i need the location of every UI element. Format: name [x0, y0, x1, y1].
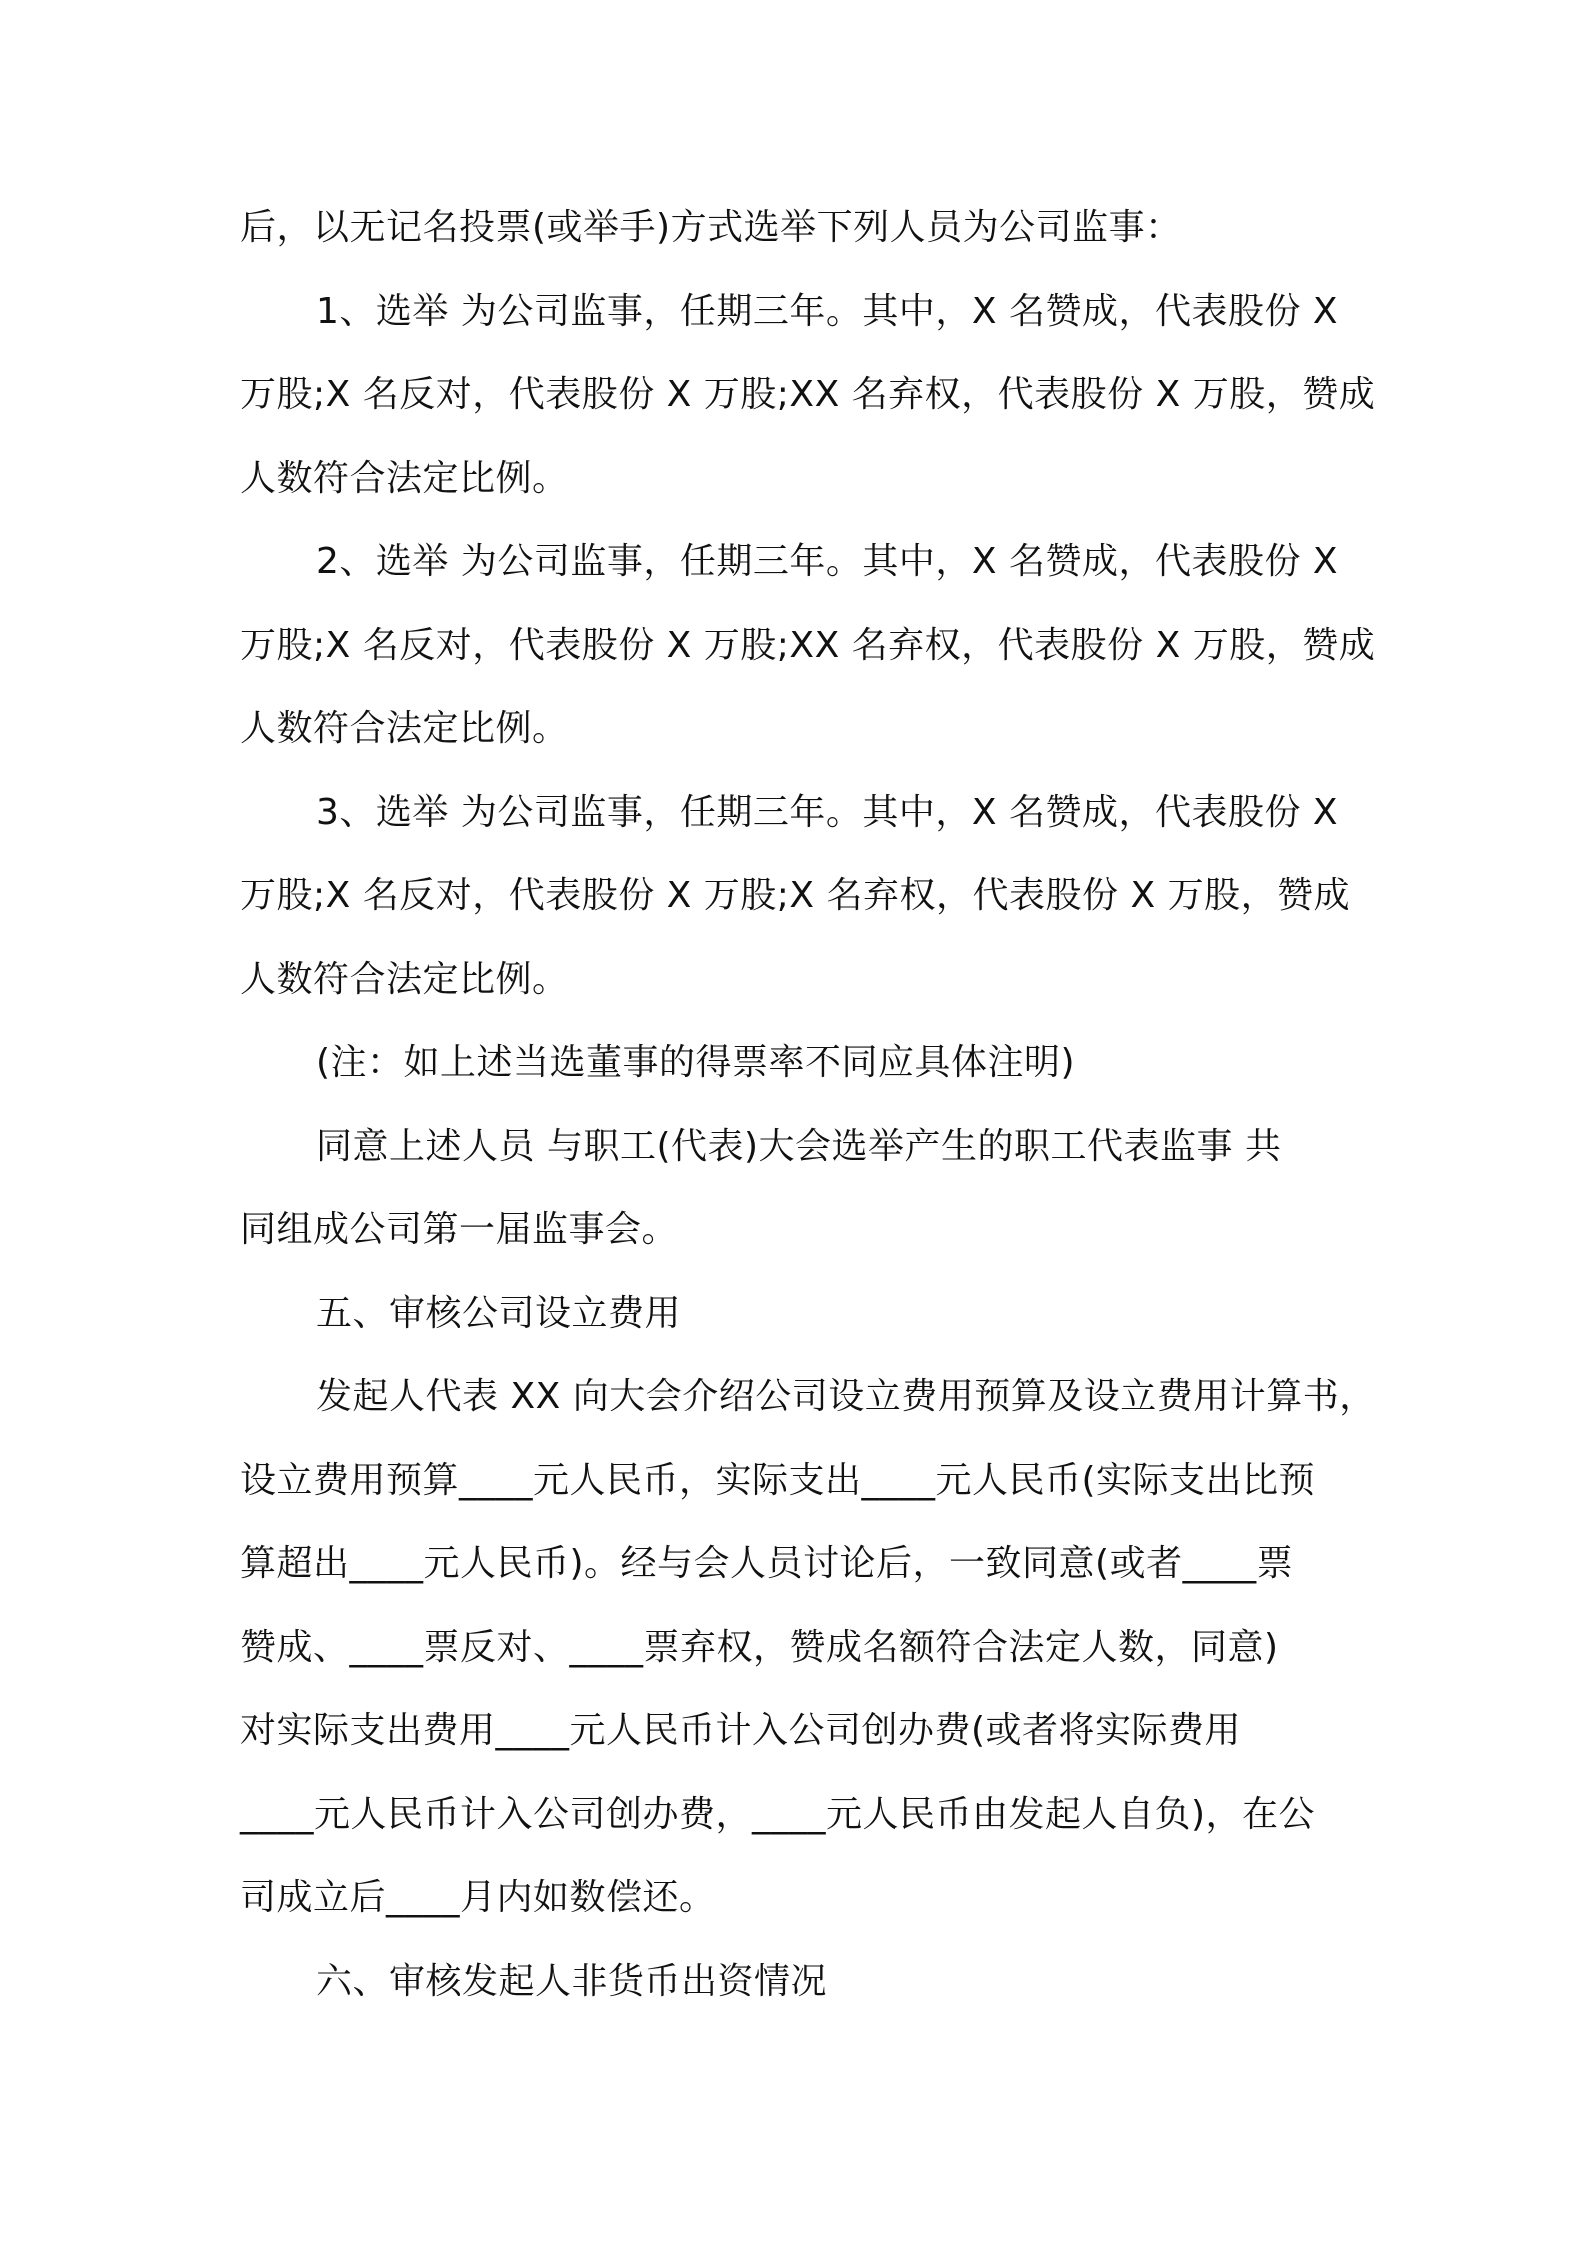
text-line: 人数符合法定比例。 [240, 458, 569, 499]
text-line: 算超出____元人民币)。经与会人员讨论后，一致同意(或者____票 [240, 1543, 1294, 1584]
text-line: 司成立后____月内如数偿还。 [240, 1877, 716, 1918]
text-line: 后，以无记名投票(或举手)方式选举下列人员为公司监事： [240, 207, 1182, 248]
text-line: (注：如上述当选董事的得票率不同应具体注明) [316, 1042, 1076, 1083]
text-line: ____元人民币计入公司创办费，____元人民币由发起人自负)，在公 [240, 1794, 1316, 1835]
text-line: 2、选举 为公司监事，任期三年。其中，X 名赞成，代表股份 X [316, 541, 1339, 582]
text-line: 3、选举 为公司监事，任期三年。其中，X 名赞成，代表股份 X [316, 792, 1339, 833]
text-line: 人数符合法定比例。 [240, 708, 569, 749]
section-heading: 五、审核公司设立费用 [316, 1293, 682, 1334]
text-line: 1、选举 为公司监事，任期三年。其中，X 名赞成，代表股份 X [316, 291, 1339, 332]
text-line: 人数符合法定比例。 [240, 959, 569, 1000]
text-line: 万股;X 名反对，代表股份 X 万股;XX 名弃权，代表股份 X 万股，赞成 [240, 374, 1376, 415]
section-heading: 六、审核发起人非货币出资情况 [316, 1961, 828, 2002]
text-line: 同意上述人员 与职工(代表)大会选举产生的职工代表监事 共 [316, 1126, 1282, 1167]
text-line: 同组成公司第一届监事会。 [240, 1209, 679, 1250]
text-line: 对实际支出费用____元人民币计入公司创办费(或者将实际费用 [240, 1710, 1242, 1751]
text-line: 赞成、____票反对、____票弃权，赞成名额符合法定人数，同意) [240, 1627, 1279, 1668]
text-line: 万股;X 名反对，代表股份 X 万股;X 名弃权，代表股份 X 万股，赞成 [240, 875, 1351, 916]
text-line: 设立费用预算____元人民币，实际支出____元人民币(实际支出比预 [240, 1460, 1316, 1501]
text-line: 万股;X 名反对，代表股份 X 万股;XX 名弃权，代表股份 X 万股，赞成 [240, 625, 1376, 666]
text-line: 发起人代表 XX 向大会介绍公司设立费用预算及设立费用计算书， [316, 1376, 1376, 1417]
